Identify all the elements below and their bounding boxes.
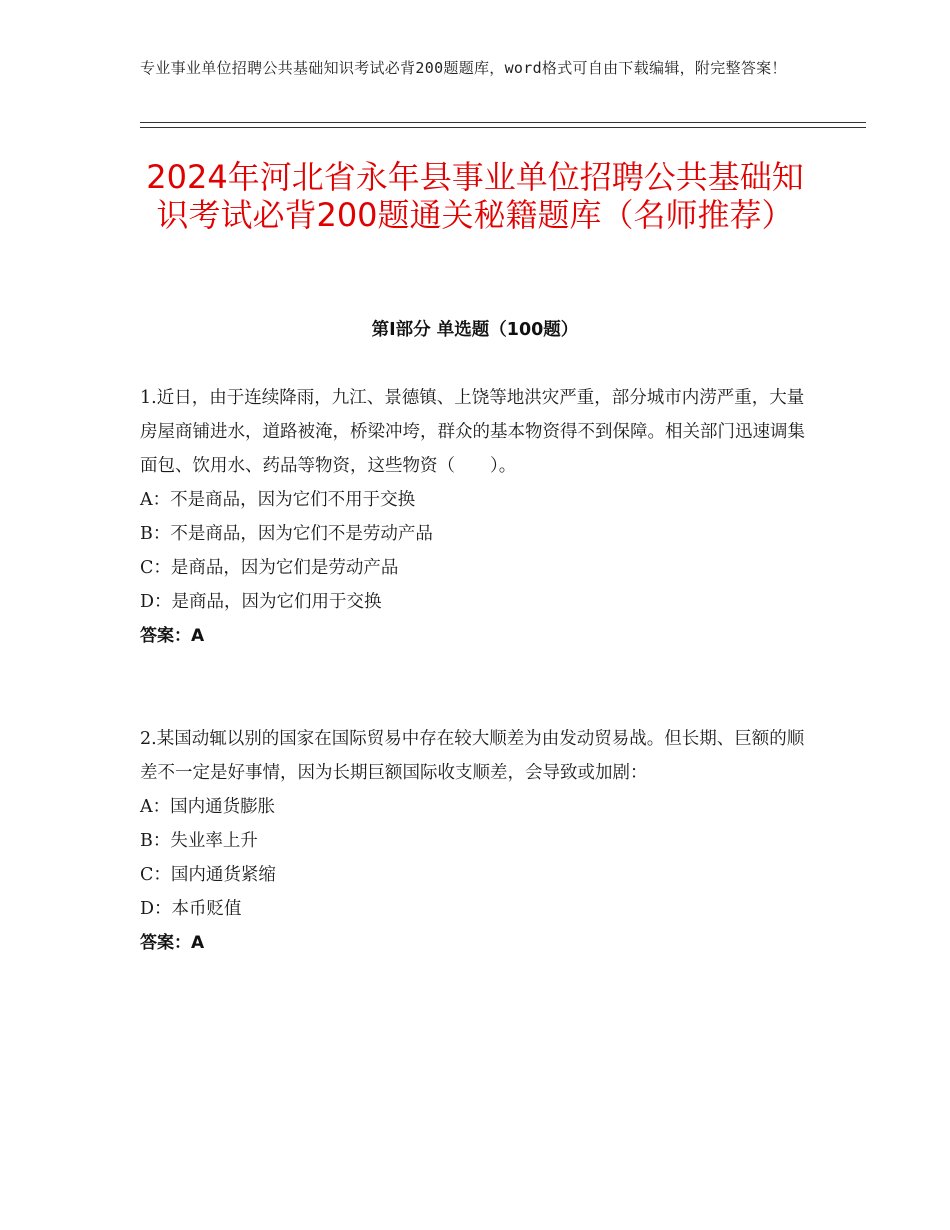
- option-b: B：不是商品，因为它们不是劳动产品: [140, 524, 433, 544]
- question-2: [140, 722, 815, 960]
- option-c: C：国内通货紧缩: [140, 865, 276, 885]
- option-a: A：国内通货膨胀: [140, 797, 276, 817]
- answer: 答案：A: [140, 933, 205, 953]
- option-d: D：本币贬值: [140, 899, 242, 919]
- question-stem: 2.某国动辄以别的国家在国际贸易中存在较大顺差为由发动贸易战。但长期、巨额的顺差不一定是好事情，因为长期巨额国际收支顺差，会导致或加剧：: [140, 729, 805, 783]
- question-1: [140, 381, 815, 653]
- option-a: A：不是商品，因为它们不用于交换: [140, 490, 416, 510]
- option-b: B：失业率上升: [140, 831, 258, 851]
- question-stem: 1.近日，由于连续降雨，九江、景德镇、上饶等地洪灾严重，部分城市内涝严重，大量房屋商铺进水，道路被淹，桥梁冲垮，群众的基本物资得不到保障。相关部门迅速调集面包、饮用水、药品等物资，这些物资（ ）。: [140, 388, 805, 476]
- option-d: D：是商品，因为它们用于交换: [140, 592, 382, 612]
- header-rule-top: [140, 122, 866, 123]
- answer: 答案：A: [140, 626, 205, 646]
- header-note: 专业事业单位招聘公共基础知识考试必背200题题库，word格式可自由下载编辑，附完整答案！: [140, 59, 787, 77]
- document-title: 2024年河北省永年县事业单位招聘公共基础知识考试必背200题通关秘籍题库（名师推荐）: [146, 158, 804, 234]
- option-c: C：是商品，因为它们是劳动产品: [140, 558, 399, 578]
- section-heading: 第Ⅰ部分 单选题（100题）: [371, 320, 579, 340]
- header-rule-bottom: [140, 127, 866, 128]
